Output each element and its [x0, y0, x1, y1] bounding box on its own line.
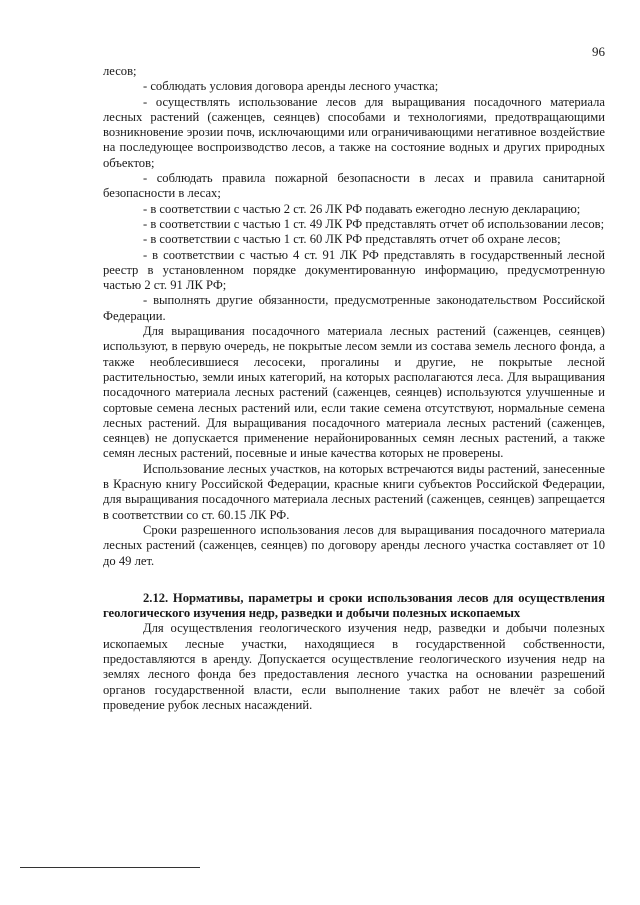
list-item-technologies: - осуществлять использование лесов для выращивания посадочного материала лесных растений (саженцев, сеянцев) способами и технологиями, предотвращающими возникновение эрозии почв, исключающими или ограничивающими негативное воздействие на последующее воспроизводство лесов, а также на состояние водных и других природных объектов; [103, 94, 605, 170]
paragraph-lease-period: Сроки разрешенного использования лесов для выращивания посадочного материала лесных растений (саженцев, сеянцев) по договору аренды лесного участка составляет от 10 до 49 лет. [103, 522, 605, 568]
list-item-forest-declaration: - в соответствии с частью 2 ст. 26 ЛК РФ подавать ежегодно лесную декларацию; [143, 201, 581, 216]
footnote-divider [20, 867, 200, 868]
paragraph-geological-study: Для осуществления геологического изучения недр, разведки и добычи полезных ископаемых лесные участки, находящиеся в государственной собственности, предоставляются в аренду. Допускается осуществление геологического изучения недр на землях лесного фонда без предоставления лесного участка на основании разрешений органов государственной власти, если выполнение таких работ не влечёт за собой проведение рубок лесных насаждений. [103, 621, 605, 712]
paragraph-continuation: лесов; [103, 64, 137, 78]
list-item-usage-report: - в соответствии с частью 1 ст. 49 ЛК РФ представлять отчет об использовании лесов; [143, 216, 605, 231]
list-item-lease-terms: - соблюдать условия договора аренды лесного участка; [143, 79, 439, 94]
page-number: 96 [592, 44, 605, 59]
list-item-forest-registry: - в соответствии с частью 4 ст. 91 ЛК РФ представлять в государственный лесной реестр в установленном порядке документированную информацию, предусмотренную частью 2 ст. 91 ЛК РФ; [103, 247, 605, 293]
paragraph-planting-material: Для выращивания посадочного материала лесных растений (саженцев, сеянцев) используют, в первую очередь, не покрытые лесом земли из состава земель лесного фонда, а также необлесившиеся лесосеки, прогалины и другие, не покрытые лесной растительностью, земли иных категорий, на которых располагаются леса. Для выращивания посадочного материала лесных растений (саженцев, сеянцев) используются улучшенные и сортовые семена лесных растений или, если такие семена отсутствуют, нормальные семена лесных растений. Для выращивания посадочного материала лесных растений (саженцев, сеянцев) не допускается применение нерайонированных семян лесных растений, а также семян лесных растений, посевные и иные качества которых не проверены. [103, 324, 605, 461]
list-item-protection-report: - в соответствии с частью 1 ст. 60 ЛК РФ представлять отчет об охране лесов; [143, 232, 561, 247]
list-item-other-duties: - выполнять другие обязанности, предусмотренные законодательством Российской Федерации. [103, 293, 605, 323]
list-item-fire-safety: - соблюдать правила пожарной безопасности в лесах и правила санитарной безопасности в лесах; [103, 171, 605, 201]
paragraph-red-book: Использование лесных участков, на которых встречаются виды растений, занесенные в Красную книгу Российской Федерации, красные книги субъектов Российской Федерации, для выращивания посадочного материала лесных растений (саженцев, сеянцев) запрещается в соответствии со ст. 60.15 ЛК РФ. [103, 461, 605, 522]
document-body [103, 64, 605, 713]
section-heading: 2.12. Нормативы, параметры и сроки использования лесов для осуществления геологического изучения недр, разведки и добычи полезных ископаемых [103, 590, 605, 621]
